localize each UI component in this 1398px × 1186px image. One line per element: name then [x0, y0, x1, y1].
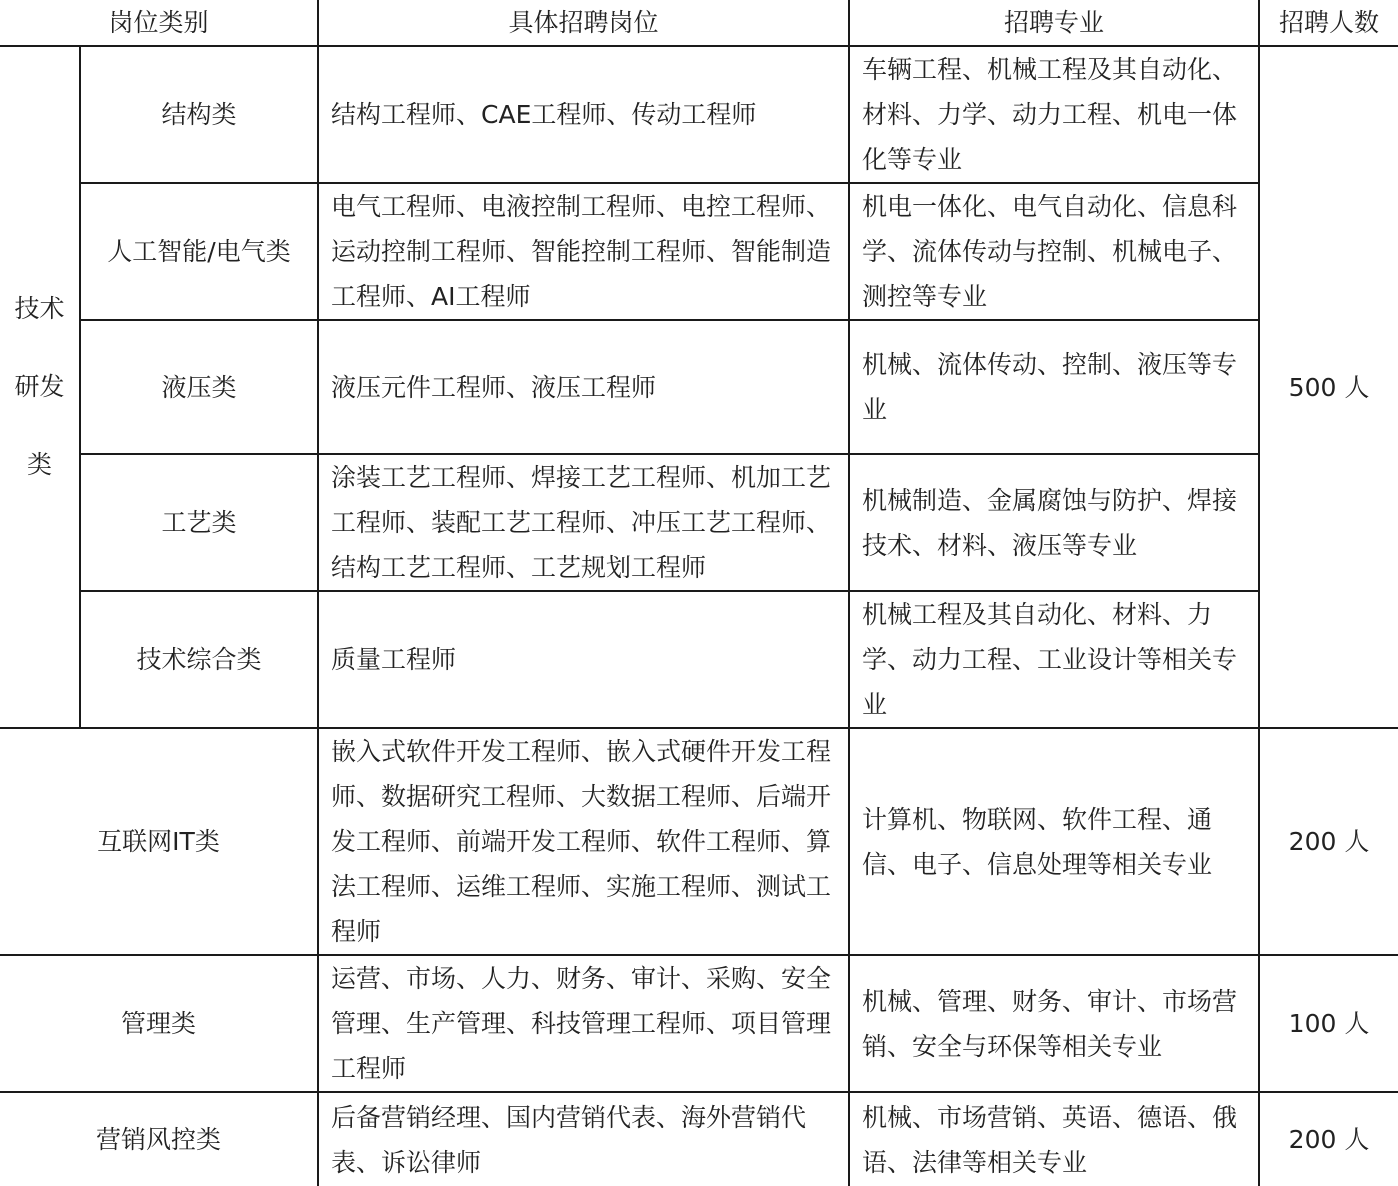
- rnd-group-label: 技术研发类: [14, 294, 65, 479]
- row-majors: 机电一体化、电气自动化、信息科学、流体传动与控制、机械电子、测控等专业: [849, 183, 1259, 320]
- row-count: 100 人: [1259, 955, 1398, 1092]
- row-category: 工艺类: [80, 454, 318, 591]
- table-row: [0, 728, 1398, 955]
- rnd-group-label-cell: [0, 46, 80, 728]
- row-positions: 液压元件工程师、液压工程师: [318, 320, 849, 454]
- row-majors: 机械工程及其自动化、材料、力学、动力工程、工业设计等相关专业: [849, 591, 1259, 728]
- header-positions: 具体招聘岗位: [318, 0, 849, 46]
- table-row: [0, 46, 1398, 183]
- table-row: [0, 1092, 1398, 1186]
- rnd-group-count: 500 人: [1259, 46, 1398, 728]
- row-category: 互联网IT类: [0, 728, 318, 955]
- row-count: 200 人: [1259, 728, 1398, 955]
- row-positions: 运营、市场、人力、财务、审计、采购、安全管理、生产管理、科技管理工程师、项目管理工程师: [318, 955, 849, 1092]
- row-majors: 机械、流体传动、控制、液压等专业: [849, 320, 1259, 454]
- row-positions: 电气工程师、电液控制工程师、电控工程师、运动控制工程师、智能控制工程师、智能制造工程师、AI工程师: [318, 183, 849, 320]
- table-row: [0, 454, 1398, 591]
- header-row: [0, 0, 1398, 46]
- row-majors: 机械制造、金属腐蚀与防护、焊接技术、材料、液压等专业: [849, 454, 1259, 591]
- row-majors: 机械、管理、财务、审计、市场营销、安全与环保等相关专业: [849, 955, 1259, 1092]
- row-category: 结构类: [80, 46, 318, 183]
- header-category: 岗位类别: [0, 0, 318, 46]
- table-row: [0, 320, 1398, 454]
- row-positions: 结构工程师、CAE工程师、传动工程师: [318, 46, 849, 183]
- row-count: 200 人: [1259, 1092, 1398, 1186]
- row-majors: 机械、市场营销、英语、德语、俄语、法律等相关专业: [849, 1092, 1259, 1186]
- row-positions: 涂装工艺工程师、焊接工艺工程师、机加工艺工程师、装配工艺工程师、冲压工艺工程师、结构工艺工程师、工艺规划工程师: [318, 454, 849, 591]
- row-positions: 后备营销经理、国内营销代表、海外营销代表、诉讼律师: [318, 1092, 849, 1186]
- row-category: 营销风控类: [0, 1092, 318, 1186]
- table-row: [0, 591, 1398, 728]
- row-category: 液压类: [80, 320, 318, 454]
- row-category: 技术综合类: [80, 591, 318, 728]
- row-positions: 嵌入式软件开发工程师、嵌入式硬件开发工程师、数据研究工程师、大数据工程师、后端开发工程师、前端开发工程师、软件工程师、算法工程师、运维工程师、实施工程师、测试工程师: [318, 728, 849, 955]
- row-category: 人工智能/电气类: [80, 183, 318, 320]
- row-majors: 计算机、物联网、软件工程、通信、电子、信息处理等相关专业: [849, 728, 1259, 955]
- row-positions: 质量工程师: [318, 591, 849, 728]
- row-category: 管理类: [0, 955, 318, 1092]
- table-row: [0, 955, 1398, 1092]
- row-majors: 车辆工程、机械工程及其自动化、材料、力学、动力工程、机电一体化等专业: [849, 46, 1259, 183]
- header-count: 招聘人数: [1259, 0, 1398, 46]
- table-row: [0, 183, 1398, 320]
- header-majors: 招聘专业: [849, 0, 1259, 46]
